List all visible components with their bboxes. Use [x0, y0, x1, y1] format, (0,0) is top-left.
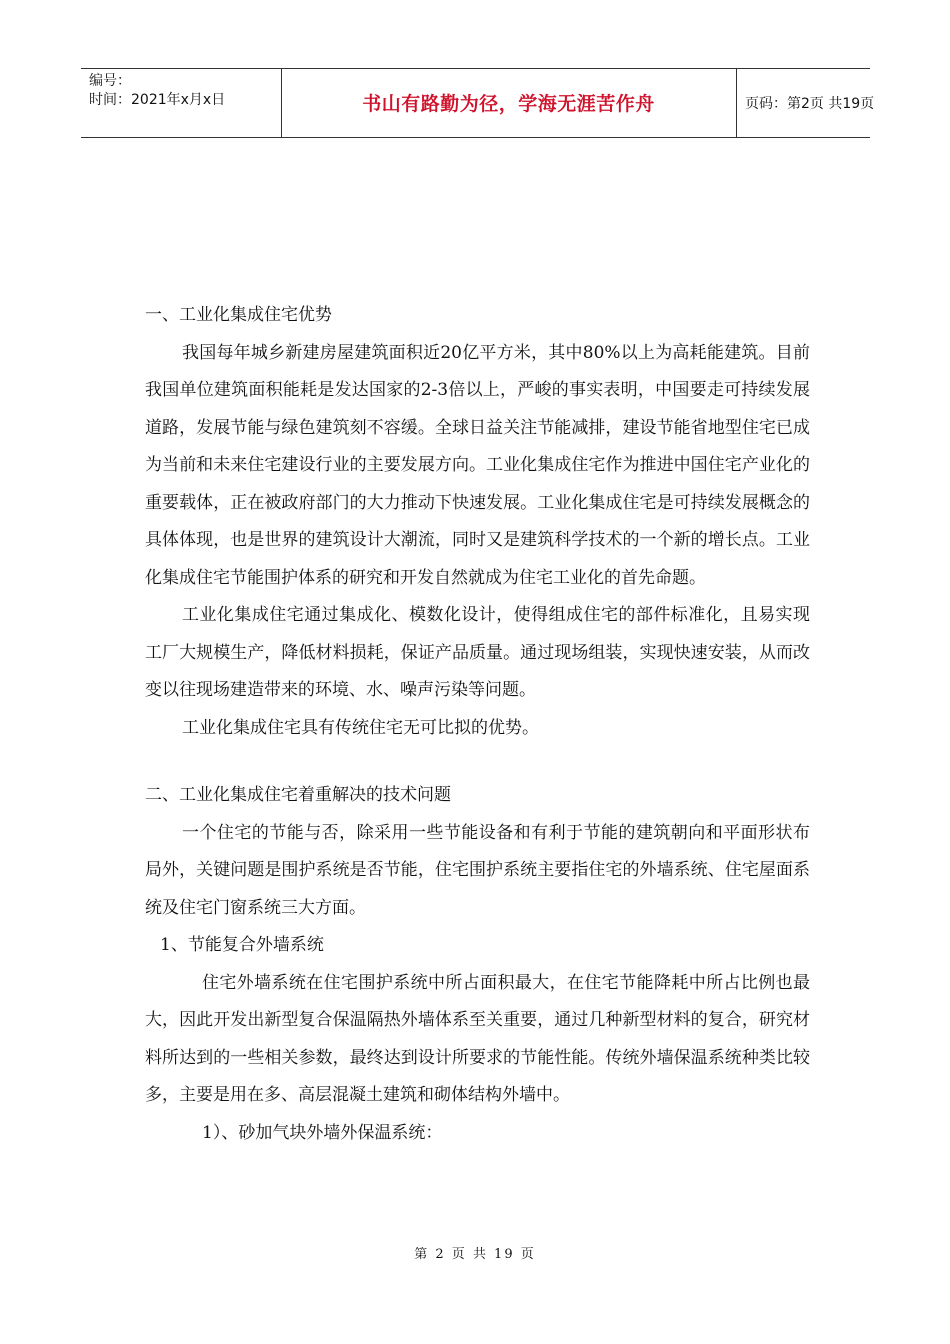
- section-heading-2: 二、工业化集成住宅着重解决的技术问题: [145, 785, 451, 805]
- paragraph: 工业化集成住宅具有传统住宅无可比拟的优势。: [182, 717, 539, 738]
- document-number-label: 编号：: [89, 73, 131, 89]
- section-spacer: [145, 747, 810, 777]
- paragraph: 我国每年城乡新建房屋建筑面积近20亿平方米，其中80%以上为高耗能建筑。目前我国单位建筑面积能耗是发达国家的2-3倍以上，严峻的事实表明，中国要走可持续发展道路，发展节能与绿色建筑刻不容缓。全球日益关注节能减排，建设节能省地型住宅已成为当前和未来住宅建设行业的主要发展方向。工业化集成住宅作为推进中国住宅产业化的重要载体，正在被政府部门的大力推动下快速发展。工业化集成住宅是可持续发展概念的具体体现，也是世界的建筑设计大潮流，同时又是建筑科学技术的一个新的增长点。工业化集成住宅节能围护体系的研究和开发自然就成为住宅工业化的首先命题。: [145, 342, 810, 588]
- document-body: [145, 297, 810, 1152]
- document-header: [81, 68, 875, 138]
- paragraph: 一个住宅的节能与否，除采用一些节能设备和有利于节能的建筑朝向和平面形状布局外，关键问题是围护系统是否节能，住宅围护系统主要指住宅的外墙系统、住宅屋面系统及住宅门窗系统三大方面。: [145, 822, 810, 918]
- subsubsection-heading: 1）、砂加气块外墙外保温系统：: [202, 1122, 443, 1143]
- header-motto: 书山有路勤为径，学海无涯苦作舟: [362, 93, 655, 115]
- paragraph: 工业化集成住宅通过集成化、模数化设计，使得组成住宅的部件标准化，且易实现工厂大规模生产，降低材料损耗，保证产品质量。通过现场组装，实现快速安装，从而改变以往现场建造带来的环境、水、噪声污染等问题。: [145, 605, 810, 700]
- header-meta-cell: [81, 69, 282, 137]
- header-page-cell: [737, 69, 875, 137]
- header-page-info: 页码：第2页 共19页: [745, 96, 875, 112]
- page-footer: 第 2 页 共 19 页: [414, 1247, 536, 1262]
- header-motto-cell: [281, 69, 737, 137]
- paragraph: 住宅外墙系统在住宅围护系统中所占面积最大，在住宅节能降耗中所占比例也最大，因此开发出新型复合保温隔热外墙体系至关重要，通过几种新型材料的复合，研究材料所达到的一些相关参数，最终达到设计所要求的节能性能。传统外墙保温系统种类比较多，主要是用在多、高层混凝土建筑和砌体结构外墙中。: [145, 972, 810, 1105]
- document-date: 时间：2021年x月x日: [89, 92, 226, 108]
- section-heading-1: 一、工业化集成住宅优势: [145, 305, 332, 325]
- subsection-heading: 1、节能复合外墙系统: [160, 935, 324, 955]
